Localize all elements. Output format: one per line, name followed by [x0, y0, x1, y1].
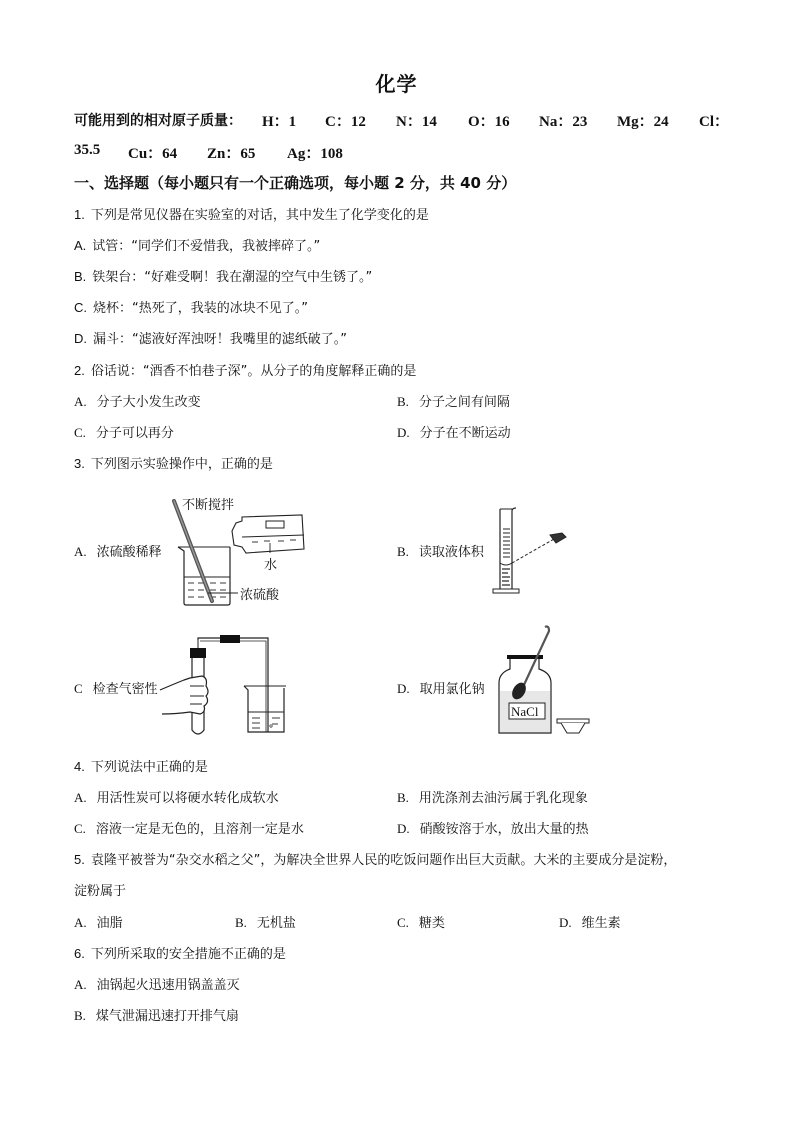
nacl-label: NaCl — [511, 704, 539, 719]
option-text: 试管：“同学们不爱惜我，我被摔碎了。” — [92, 239, 321, 254]
option-text: 油锅起火迅速用锅盖盖灭 — [96, 978, 240, 993]
airtightness-check-diagram — [160, 640, 290, 740]
mass-cu: Cu：64 — [128, 146, 178, 162]
acid-label: 浓硫酸 — [240, 588, 280, 603]
option-label: A. — [74, 915, 87, 930]
q3-option-c[interactable] — [74, 678, 158, 697]
option-text: 浓硫酸稀释 — [96, 545, 162, 560]
option-label: C. — [74, 425, 86, 440]
q5-option-b[interactable] — [235, 912, 296, 931]
option-label: D. — [397, 681, 410, 696]
q1-option-b[interactable] — [74, 266, 372, 285]
question-5-line-2: 淀粉属于 — [74, 884, 127, 899]
option-label: B. — [74, 269, 87, 284]
q2-option-d[interactable] — [397, 422, 511, 441]
q2-option-b[interactable] — [397, 391, 510, 410]
option-text: 检查气密性 — [92, 682, 158, 697]
question-5 — [74, 849, 676, 868]
option-text: 用洗涤剂去油污属于乳化现象 — [418, 791, 588, 806]
mass-mg: Mg：24 — [617, 114, 669, 130]
question-number: 3. — [74, 456, 85, 471]
option-label: A. — [74, 394, 87, 409]
option-label: D. — [559, 915, 572, 930]
option-label: D. — [397, 821, 410, 836]
option-text: 维生素 — [581, 916, 621, 931]
option-label: A. — [74, 238, 87, 253]
mass-o: O：16 — [468, 114, 510, 130]
option-label: C. — [74, 300, 87, 315]
q1-option-c[interactable] — [74, 297, 308, 316]
option-text: 取用氯化钠 — [419, 682, 485, 697]
question-stem: 俗话说：“酒香不怕巷子深”。从分子的角度解释正确的是 — [90, 364, 417, 379]
option-label: A. — [74, 977, 87, 992]
question-6 — [74, 943, 286, 962]
option-label: B. — [74, 1008, 86, 1023]
question-stem: 下列所采取的安全措施不正确的是 — [90, 947, 286, 962]
mass-h: H：1 — [262, 114, 297, 130]
mass-na: Na：23 — [539, 114, 588, 130]
option-label: B. — [397, 544, 409, 559]
q3-option-a[interactable] — [74, 541, 162, 560]
question-number: 6. — [74, 946, 85, 961]
option-label: A. — [74, 544, 87, 559]
q5-option-a[interactable] — [74, 912, 123, 931]
mass-cl-value: 35.5 — [74, 142, 101, 158]
option-label: B. — [235, 915, 247, 930]
question-number: 1. — [74, 207, 85, 222]
option-text: 分子之间有间隔 — [418, 395, 510, 410]
option-label: C. — [74, 821, 86, 836]
question-number: 4. — [74, 759, 85, 774]
question-number: 5. — [74, 852, 85, 867]
option-label: D. — [74, 331, 87, 346]
option-text: 用活性炭可以将硬水转化成软水 — [96, 791, 279, 806]
q5-option-c[interactable] — [397, 912, 445, 931]
mass-cl: Cl： — [699, 114, 730, 130]
option-text: 分子在不断运动 — [419, 426, 511, 441]
page-title: 化学 — [375, 72, 418, 96]
q6-option-a[interactable] — [74, 974, 240, 993]
q1-option-d[interactable] — [74, 328, 347, 347]
graduated-cylinder-diagram — [490, 505, 580, 600]
water-label: 水 — [264, 558, 278, 573]
option-label: C — [74, 681, 83, 696]
q5-option-d[interactable] — [559, 912, 621, 931]
question-stem-line-1: 袁隆平被誉为“杂交水稻之父”，为解决全世界人民的吃饭问题作出巨大贡献。大米的主要成分是淀粉， — [90, 853, 677, 868]
q4-option-d[interactable] — [397, 818, 589, 837]
stir-label: 不断搅拌 — [182, 498, 235, 513]
option-label: B. — [397, 790, 409, 805]
option-label: A. — [74, 790, 87, 805]
option-text: 读取液体积 — [418, 545, 484, 560]
option-label: D. — [397, 425, 410, 440]
section-heading: 一、选择题（每小题只有一个正确选项，每小题 2 分，共 40 分） — [74, 174, 517, 192]
q4-option-c[interactable] — [74, 818, 304, 837]
q3-option-b[interactable] — [397, 541, 484, 560]
option-text: 硝酸铵溶于水，放出大量的热 — [419, 822, 589, 837]
option-text: 溶液一定是无色的，且溶剂一定是水 — [95, 822, 304, 837]
q2-option-c[interactable] — [74, 422, 174, 441]
question-stem: 下列是常见仪器在实验室的对话，其中发生了化学变化的是 — [90, 208, 429, 223]
option-text: 铁架台：“好难受啊！我在潮湿的空气中生锈了。” — [92, 270, 373, 285]
question-2 — [74, 360, 416, 379]
option-text: 油脂 — [96, 916, 123, 931]
mass-c: C：12 — [325, 114, 366, 130]
question-stem: 下列图示实验操作中，正确的是 — [90, 457, 273, 472]
atomic-masses-line-1 — [74, 110, 242, 130]
q4-option-a[interactable] — [74, 787, 279, 806]
question-stem: 下列说法中正确的是 — [90, 760, 208, 775]
sodium-chloride-diagram — [495, 625, 595, 740]
q1-option-a[interactable] — [74, 235, 320, 254]
mass-ag: Ag：108 — [287, 146, 343, 162]
mass-n: N：14 — [396, 114, 437, 130]
option-label: B. — [397, 394, 409, 409]
option-text: 分子可以再分 — [95, 426, 174, 441]
acid-dilution-diagram — [170, 495, 310, 610]
q6-option-b[interactable] — [74, 1005, 239, 1024]
option-label: C. — [397, 915, 409, 930]
question-4 — [74, 756, 208, 775]
option-text: 分子大小发生改变 — [96, 395, 201, 410]
option-text: 无机盐 — [256, 916, 296, 931]
q4-option-b[interactable] — [397, 787, 588, 806]
option-text: 烧杯：“热死了，我装的冰块不见了。” — [93, 301, 308, 316]
mass-zn: Zn：65 — [207, 146, 256, 162]
atomic-masses-label: 可能用到的相对原子质量： — [74, 113, 242, 129]
q2-option-a[interactable] — [74, 391, 201, 410]
question-3 — [74, 453, 273, 472]
q3-option-d[interactable] — [397, 678, 485, 697]
question-1 — [74, 204, 429, 223]
option-text: 糖类 — [418, 916, 445, 931]
option-text: 煤气泄漏迅速打开排气扇 — [95, 1009, 239, 1024]
question-number: 2. — [74, 363, 85, 378]
option-text: 漏斗：“滤液好浑浊呀！我嘴里的滤纸破了。” — [93, 332, 347, 347]
